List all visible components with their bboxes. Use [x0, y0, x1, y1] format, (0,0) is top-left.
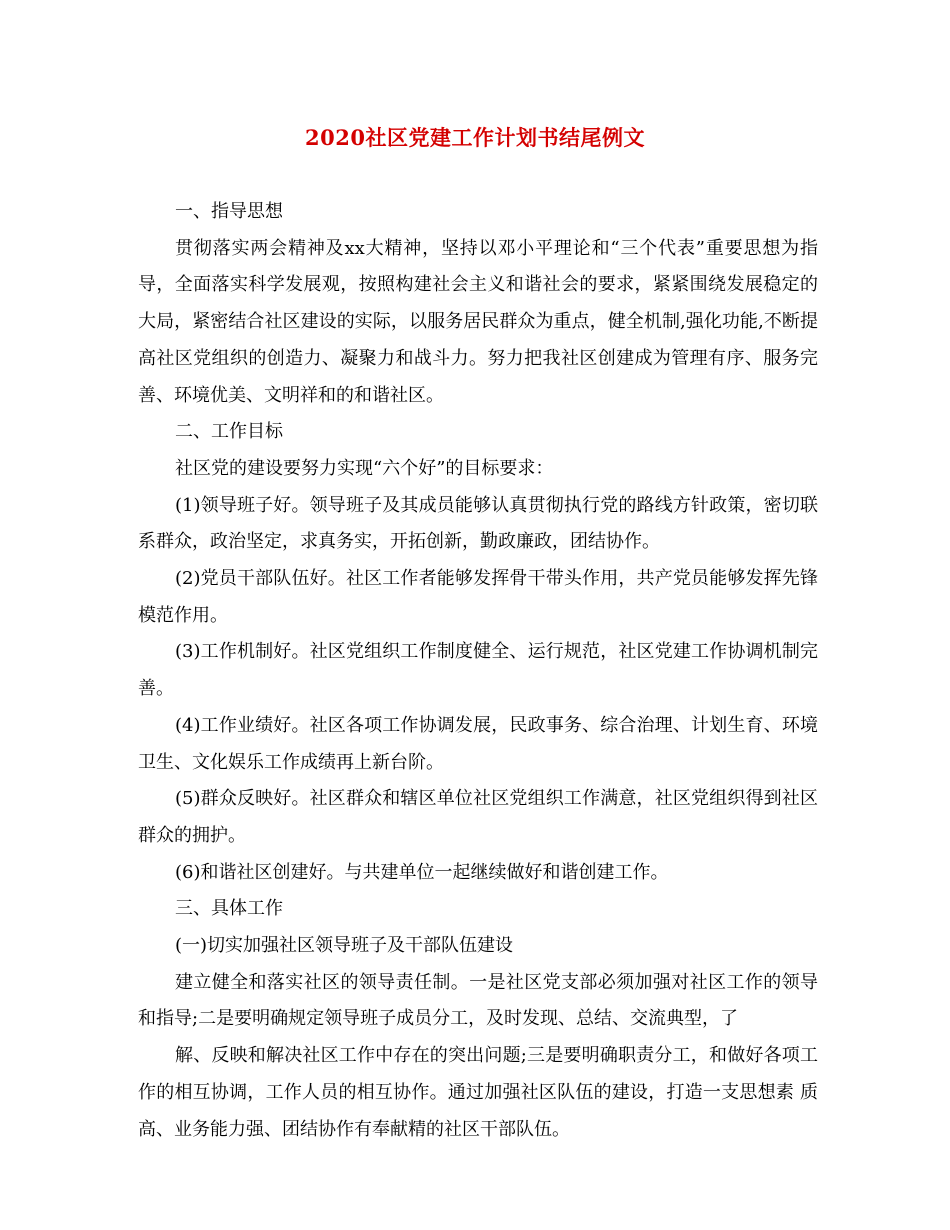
section-heading-work-goals: 二、工作目标 — [175, 421, 283, 443]
section-heading-guiding-ideology: 一、指导思想 — [175, 201, 283, 222]
goal-item-2: (2)党员干部队伍好。社区工作者能够发挥骨干带头作用，共产党员能够发挥先锋模范作用。 — [138, 568, 818, 626]
goal-item-3: (3)工作机制好。社区党组织工作制度健全、运行规范，社区党建工作协调机制完善。 — [138, 641, 818, 700]
goal-item-4: (4)工作业绩好。社区各项工作协调发展，民政事务、综合治理、计划生育、环境卫生、文化娱乐工作成绩再上新台阶。 — [138, 714, 818, 773]
subsection-heading-leadership: (一)切实加强社区领导班子及干部队伍建设 — [175, 935, 514, 957]
paragraph-leadership-1: 建立健全和落实社区的领导责任制。一是社区党支部必须加强对社区工作的领导和指导;二是要明确规定领导班子成员分工，及时发现、总结、交流典型，了 — [138, 971, 818, 1030]
paragraph-goals-intro: 社区党的建设要努力实现“六个好”的目标要求： — [175, 457, 554, 479]
section-heading-specific-work: 三、具体工作 — [175, 898, 283, 920]
paragraph-guiding-ideology: 贯彻落实两会精神及xx大精神，坚持以邓小平理论和“三个代表”重要思想为指导，全面落实科学发展观，按照构建社会主义和谐社会的要求，紧紧围绕发展稳定的大局，紧密结合社区建设的实际，以服务居民群众为重点，健全机制,强化功能,不断提高社区党组织的创造力、凝聚力和战斗力。努力把我社区创建成为管理有序、服务完善、环境优美、文明祥和的和谐社区。 — [138, 237, 818, 406]
goal-item-6: (6)和谐社区创建好。与共建单位一起继续做好和谐创建工作。 — [175, 861, 669, 883]
paragraph-leadership-2: 解、反映和解决社区工作中存在的突出问题;三是要明确职责分工，和做好各项工 作的相互协调，工作人员的相互协作。通过加强社区队伍的建设，打造一支思想素 质高、业务能力强、团结协作有奉献精的社区干部队伍。 — [138, 1045, 818, 1140]
goal-item-5: (5)群众反映好。社区群众和辖区单位社区党组织工作满意，社区党组织得到社区群众的拥护。 — [138, 788, 818, 846]
document-body — [138, 194, 818, 1148]
goal-item-1: (1)领导班子好。领导班子及其成员能够认真贯彻执行党的路线方针政策，密切联系群众，政治坚定，求真务实，开拓创新，勤政廉政，团结协作。 — [138, 494, 818, 553]
document-title: 2020社区党建工作计划书结尾例文 — [305, 125, 645, 150]
